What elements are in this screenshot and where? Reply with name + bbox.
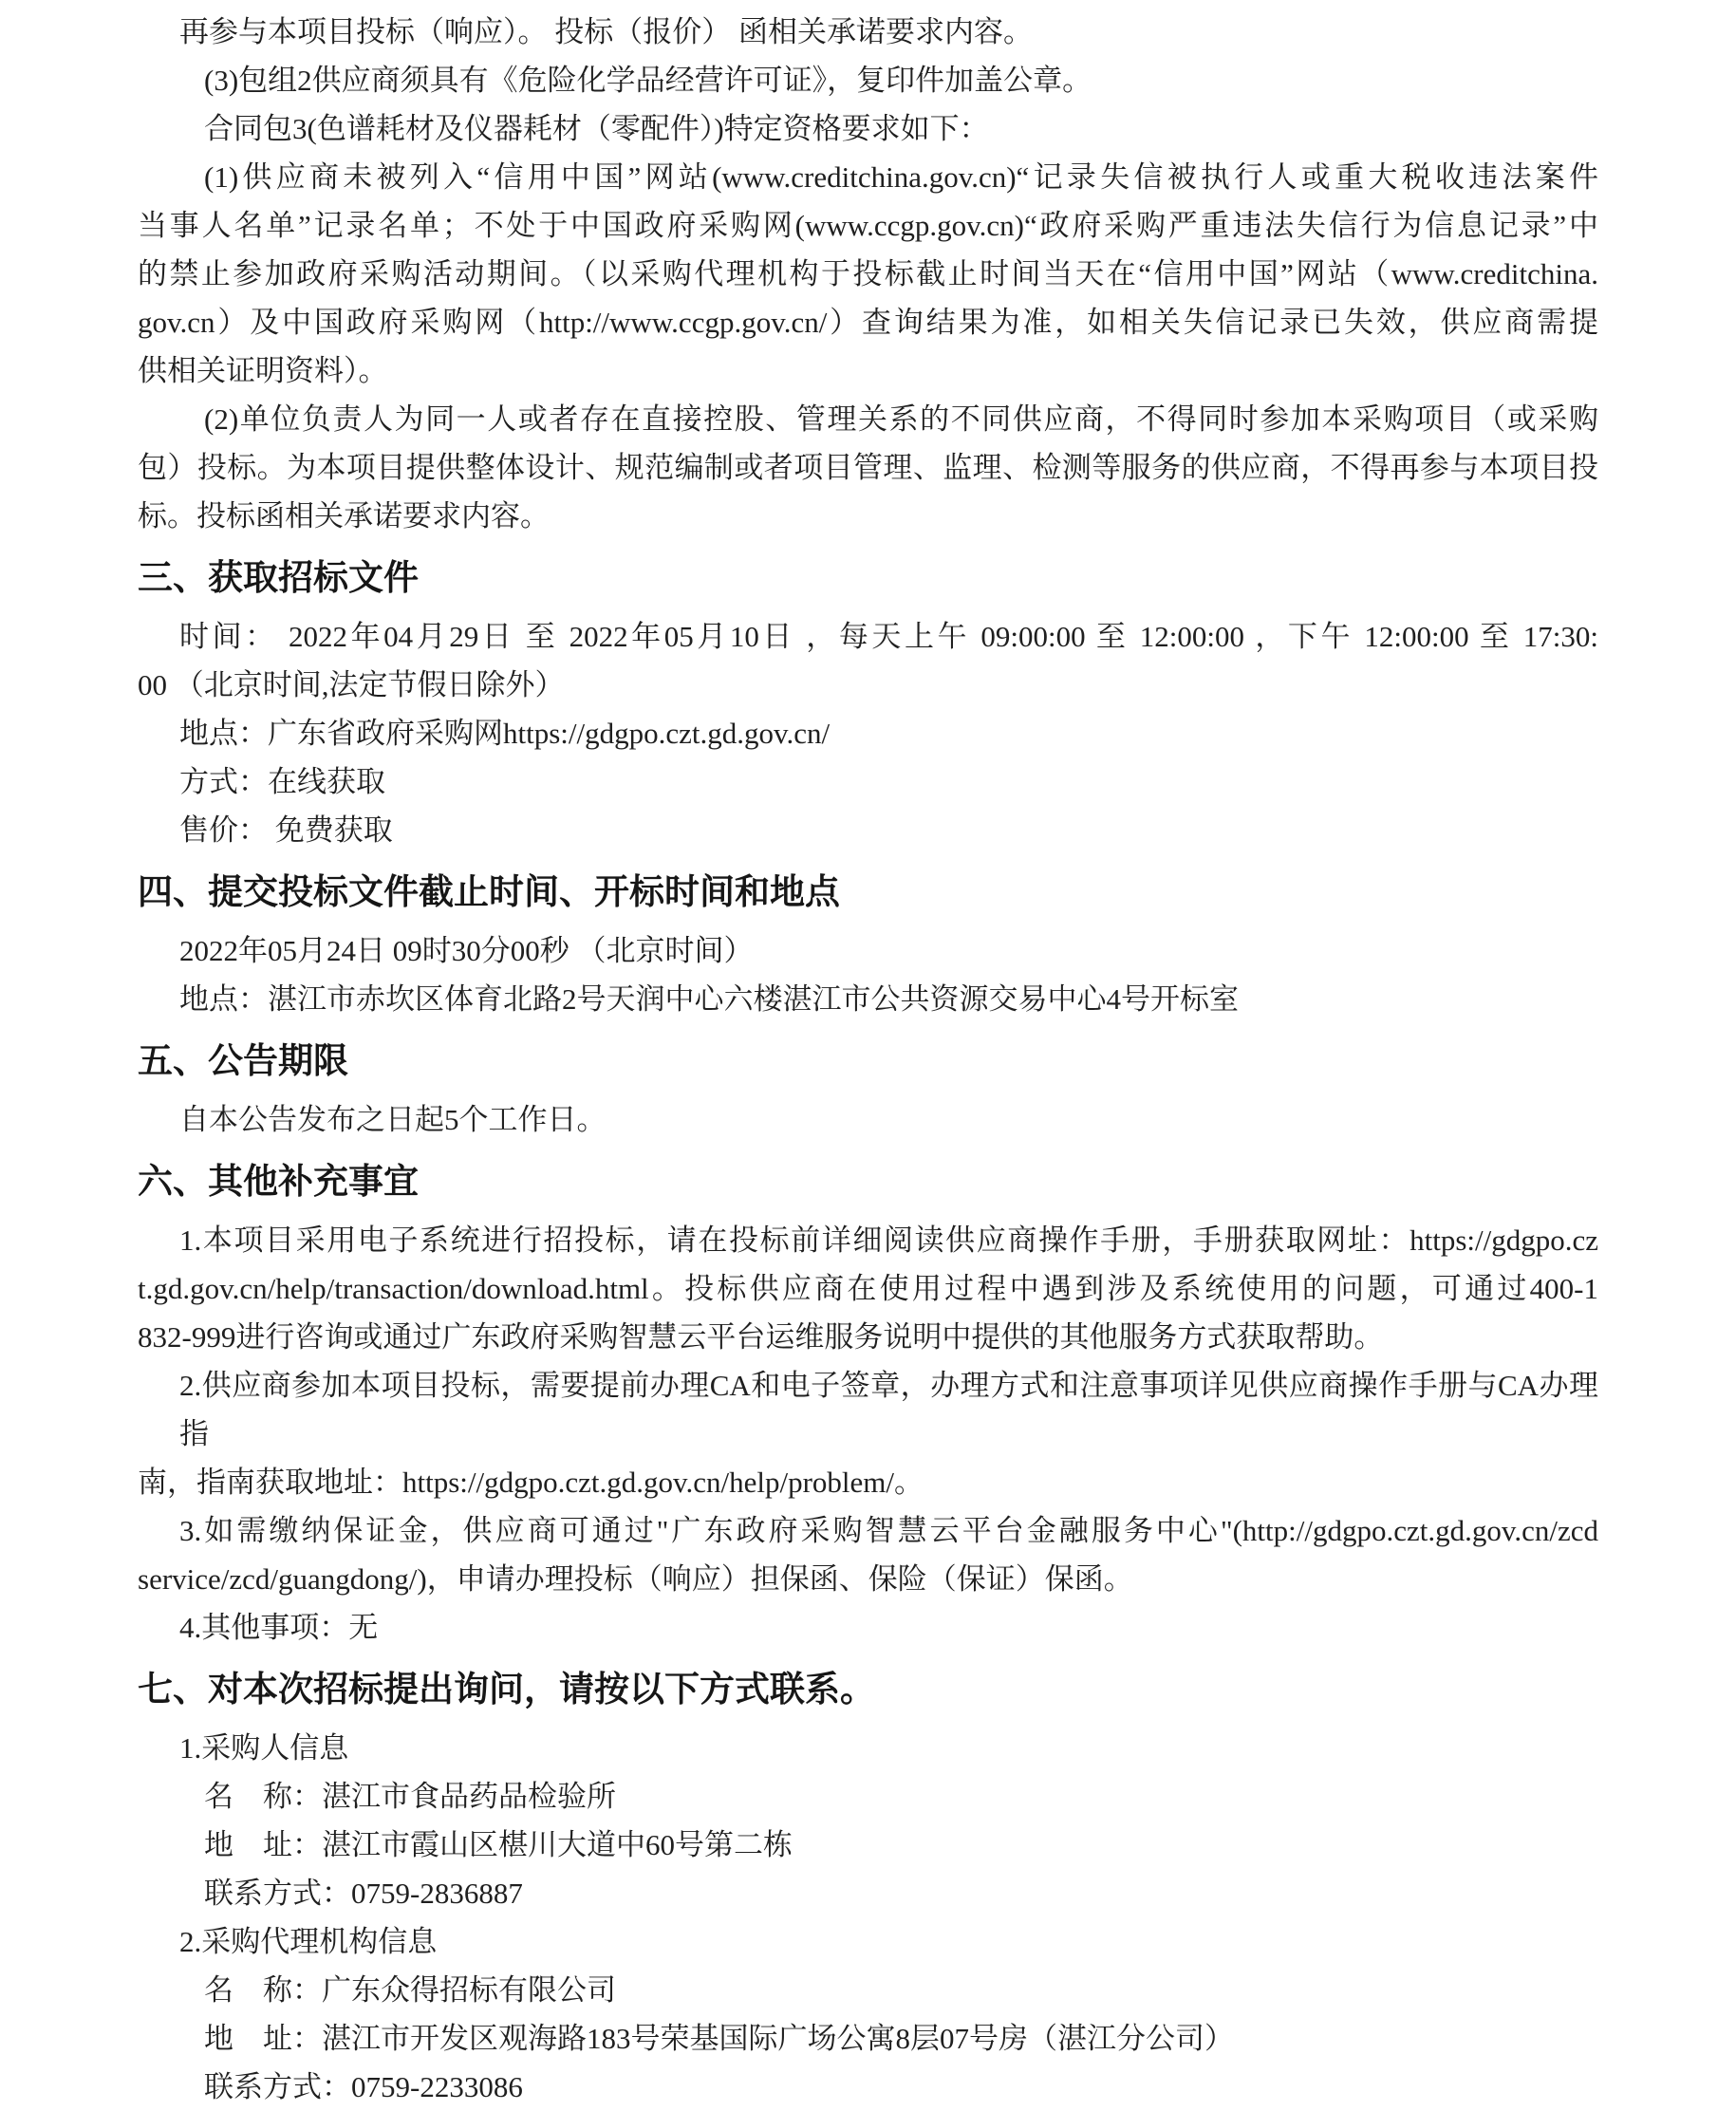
text-line: 再参与本项目投标（响应）。 投标（报价） 函相关承诺要求内容。 <box>179 15 1033 48</box>
section-heading: 六、其他补充事宜 <box>138 1163 419 1202</box>
text-line: 时间： 2022年04月29日 至 2022年05月10日 ，每天上午 09:00:00 至 12:00:00 ，下午 12:00:00 至 17:30: <box>179 620 1598 653</box>
text-line: 地 址：湛江市开发区观海路183号荣基国际广场公寓8层07号房（湛江分公司） <box>204 2022 1234 2055</box>
text-line: 地点：湛江市赤坎区体育北路2号天润中心六楼湛江市公共资源交易中心4号开标室 <box>179 982 1239 1016</box>
text-line: 00 （北京时间,法定节假日除外） <box>138 668 565 701</box>
text-line: t.gd.gov.cn/help/transaction/download.html。投标供应商在使用过程中遇到涉及系统使用的问题，可通过400-1 <box>138 1272 1598 1305</box>
text-line: 南，指南获取地址：https://gdgpo.czt.gd.gov.cn/help/problem/。 <box>138 1466 924 1499</box>
text-line: 2022年05月24日 09时30分00秒 （北京时间） <box>179 934 754 967</box>
text-line: 联系方式：0759-2233086 <box>204 2070 523 2103</box>
text-line: 2.供应商参加本项目投标，需要提前办理CA和电子签章，办理方式和注意事项详见供应商操作手册与CA办理指 <box>179 1369 1598 1450</box>
text-line: 自本公告发布之日起5个工作日。 <box>179 1103 607 1136</box>
text-line: 售价： 免费获取 <box>179 813 393 847</box>
text-line: 3.如需缴纳保证金，供应商可通过"广东政府采购智慧云平台金融服务中心"(http://gdgpo.czt.gd.gov.cn/zcd <box>179 1514 1598 1547</box>
section-heading: 五、公告期限 <box>138 1042 348 1081</box>
text-line: (2)单位负责人为同一人或者存在直接控股、管理关系的不同供应商，不得同时参加本采购项目（或采购 <box>204 402 1598 436</box>
text-line: service/zcd/guangdong/)，申请办理投标（响应）担保函、保险（保证）保函。 <box>138 1562 1133 1596</box>
text-line: 地 址：湛江市霞山区椹川大道中60号第二栋 <box>204 1828 793 1861</box>
text-line: 2.采购代理机构信息 <box>179 1925 438 1958</box>
text-line: 包）投标。为本项目提供整体设计、规范编制或者项目管理、监理、检测等服务的供应商，不得再参与本项目投 <box>138 451 1598 484</box>
text-line: 标。投标函相关承诺要求内容。 <box>138 499 550 532</box>
section-heading: 三、获取招标文件 <box>138 559 419 598</box>
text-line: (1)供应商未被列入“信用中国”网站(www.creditchina.gov.cn)“记录失信被执行人或重大税收违法案件 <box>204 160 1598 194</box>
section-heading: 四、提交投标文件截止时间、开标时间和地点 <box>138 873 840 912</box>
text-line: 的禁止参加政府采购活动期间。（以采购代理机构于投标截止时间当天在“信用中国”网站（www.creditchina. <box>138 257 1598 290</box>
text-line: gov.cn）及中国政府采购网（http://www.ccgp.gov.cn/）查询结果为准，如相关失信记录已失效，供应商需提 <box>138 306 1598 339</box>
text-line: 1.采购人信息 <box>179 1731 349 1765</box>
text-line: 4.其他事项：无 <box>179 1611 379 1644</box>
text-line: 名 称：广东众得招标有限公司 <box>204 1973 616 2007</box>
text-line: 联系方式：0759-2836887 <box>204 1877 523 1910</box>
text-line: (3)包组2供应商须具有《危险化学品经营许可证》，复印件加盖公章。 <box>204 64 1092 97</box>
text-line: 1.本项目采用电子系统进行招投标，请在投标前详细阅读供应商操作手册，手册获取网址：https://gdgpo.cz <box>179 1224 1598 1257</box>
text-line: 方式：在线获取 <box>179 765 385 798</box>
text-line: 供相关证明资料）。 <box>138 354 388 387</box>
text-line: 地点：广东省政府采购网https://gdgpo.czt.gd.gov.cn/ <box>179 717 831 750</box>
text-line: 832-999进行咨询或通过广东政府采购智慧云平台运维服务说明中提供的其他服务方式获取帮助。 <box>138 1320 1384 1354</box>
section-heading: 七、对本次招标提出询问，请按以下方式联系。 <box>138 1671 875 1709</box>
text-line: 当事人名单”记录名单；不处于中国政府采购网(www.ccgp.gov.cn)“政府采购严重违法失信行为信息记录”中 <box>138 209 1598 242</box>
text-line: 合同包3(色谱耗材及仪器耗材（零配件）)特定资格要求如下： <box>204 112 989 145</box>
text-line: 名 称：湛江市食品药品检验所 <box>204 1780 616 1813</box>
